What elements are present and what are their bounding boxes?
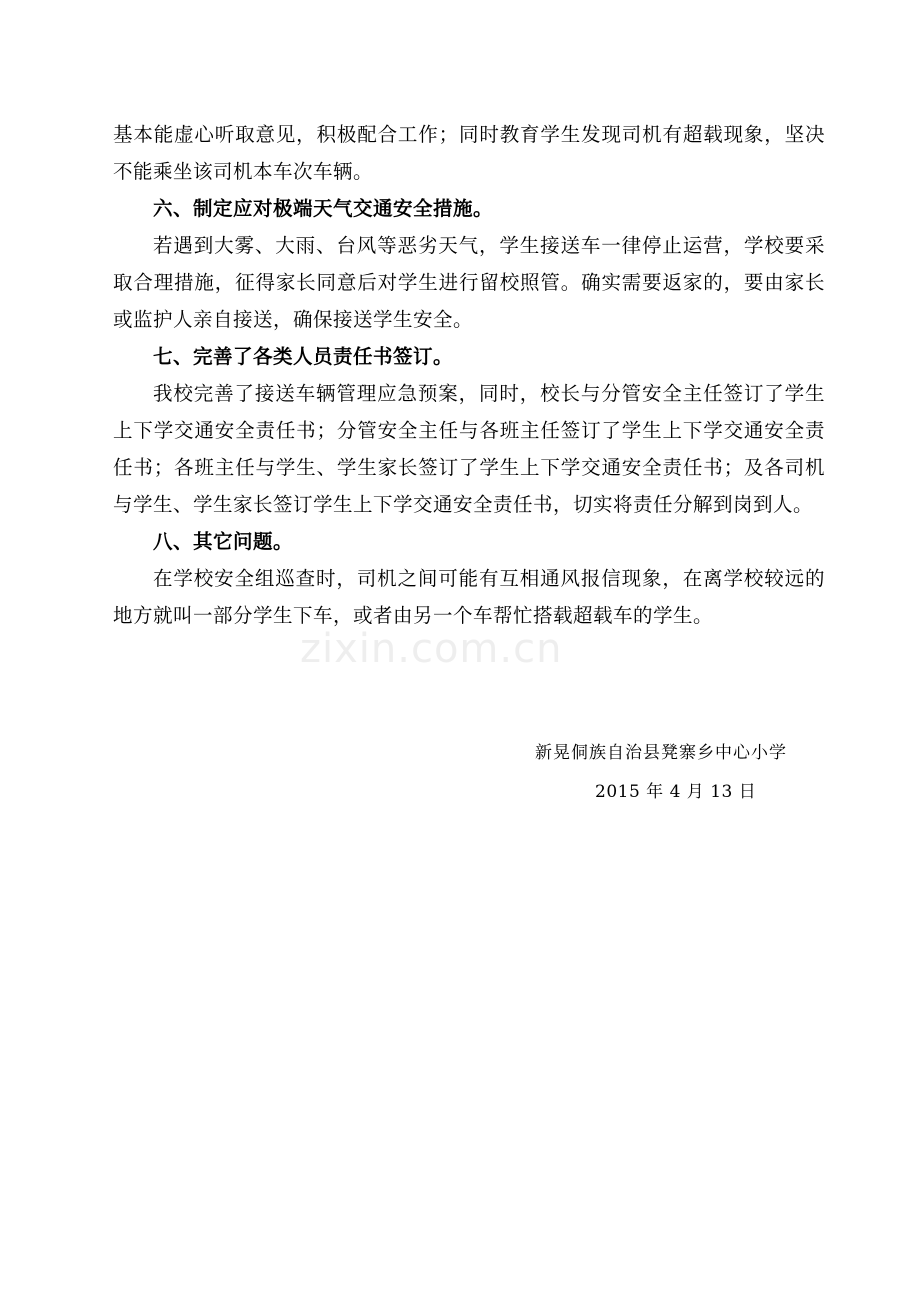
signature-organization: 新晃侗族自治县凳寨乡中心小学 (535, 743, 787, 763)
body-paragraph: 我校完善了接送车辆管理应急预案，同时，校长与分管安全主任签订了学生上下学交通安全责任书；分管安全主任与各班主任签订了学生上下学交通安全责任书；各班主任与学生、学生家长签订了学生上下学交通安全责任书；及各司机与学生、学生家长签订学生上下学交通安全责任书，切实将责任分解到岗到人。 (113, 382, 825, 516)
body-paragraph: 在学校安全组巡查时，司机之间可能有互相通风报信现象，在离学校较远的地方就叫一部分学生下车，或者由另一个车帮忙搭载超载车的学生。 (113, 567, 825, 627)
section-heading: 七、完善了各类人员责任书签订。 (153, 345, 454, 368)
signature-date: 2015 年 4 月 13 日 (595, 782, 757, 802)
body-paragraph: 若遇到大雾、大雨、台风等恶劣天气，学生接送车一律停止运营，学校要采取合理措施，征得家长同意后对学生进行留校照管。确实需要返家的，要由家长或监护人亲自接送，确保接送学生安全。 (113, 234, 825, 331)
body-paragraph: 基本能虚心听取意见，积极配合工作；同时教育学生发现司机有超载现象，坚决不能乘坐该司机本车次车辆。 (113, 123, 825, 183)
section-heading: 六、制定应对极端天气交通安全措施。 (153, 197, 494, 220)
section-heading: 八、其它问题。 (153, 530, 294, 553)
document-body (113, 116, 825, 634)
watermark: zixin.com.cn (300, 626, 563, 672)
